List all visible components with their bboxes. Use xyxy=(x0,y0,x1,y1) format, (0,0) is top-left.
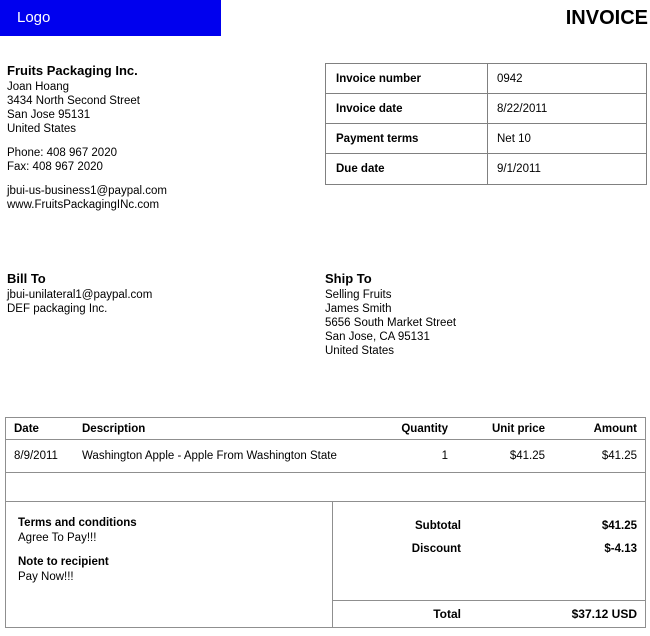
detail-value: 0942 xyxy=(497,72,523,85)
subtotal-label: Subtotal xyxy=(415,519,461,532)
bill-to-heading: Bill To xyxy=(7,271,46,286)
seller-address-line: 3434 North Second Street xyxy=(7,95,140,107)
item-row xyxy=(6,440,645,473)
seller-website: www.FruitsPackagingINc.com xyxy=(7,199,160,211)
item-unit-price: $41.25 xyxy=(509,450,545,462)
item-quantity: 1 xyxy=(441,450,448,462)
detail-label: Payment terms xyxy=(326,124,488,153)
detail-row xyxy=(326,94,646,124)
ship-to-line: United States xyxy=(325,345,395,357)
seller-email: jbui-us-business1@paypal.com xyxy=(7,185,167,197)
seller-company-name: Fruits Packaging Inc. xyxy=(7,63,138,78)
seller-fax: Fax: 408 967 2020 xyxy=(7,161,103,173)
date-column-header: Date xyxy=(14,422,39,435)
ship-to-line: 5656 South Market Street xyxy=(325,317,457,329)
invoice-title: INVOICE xyxy=(565,7,648,29)
bill-to-line: jbui-unilateral1@paypal.com xyxy=(7,289,153,301)
total-row xyxy=(333,600,645,627)
seller-address-line: San Jose 95131 xyxy=(7,109,91,121)
total-value: $37.12 USD xyxy=(571,607,637,621)
detail-value: Net 10 xyxy=(497,132,531,145)
detail-row xyxy=(326,124,646,154)
ship-to-block xyxy=(325,270,456,358)
items-table xyxy=(5,417,646,628)
seller-phone-block xyxy=(7,146,117,174)
seller-contact-block xyxy=(7,184,167,212)
note-heading: Note to recipient xyxy=(18,556,109,568)
detail-row xyxy=(326,64,646,94)
detail-label: Due date xyxy=(326,154,488,184)
amount-column-header: Amount xyxy=(593,422,637,435)
seller-contact-name: Joan Hoang xyxy=(7,81,70,93)
invoice-footer-row xyxy=(6,502,645,627)
seller-address-line: United States xyxy=(7,123,77,135)
discount-label: Discount xyxy=(411,542,461,555)
items-header-row xyxy=(6,418,645,440)
ship-to-line: James Smith xyxy=(325,303,392,315)
note-text: Pay Now!!! xyxy=(18,571,74,583)
ship-to-heading: Ship To xyxy=(325,271,372,286)
totals-spacer xyxy=(333,560,645,600)
item-amount: $41.25 xyxy=(601,450,637,462)
bill-to-line: DEF packaging Inc. xyxy=(7,303,108,315)
terms-cell xyxy=(6,502,333,627)
unit-price-column-header: Unit price xyxy=(491,422,545,435)
ship-to-line: San Jose, CA 95131 xyxy=(325,331,430,343)
quantity-column-header: Quantity xyxy=(401,422,448,435)
total-label: Total xyxy=(433,607,461,621)
detail-row xyxy=(326,154,646,184)
empty-row xyxy=(6,473,645,502)
seller-address-block xyxy=(7,62,140,136)
detail-label: Invoice date xyxy=(326,94,488,123)
logo-label: Logo xyxy=(17,9,51,26)
seller-phone: Phone: 408 967 2020 xyxy=(7,147,117,159)
terms-heading: Terms and conditions xyxy=(18,517,137,529)
terms-text: Agree To Pay!!! xyxy=(18,532,97,544)
bill-to-block xyxy=(7,270,152,316)
invoice-details-table xyxy=(325,63,647,185)
detail-value: 8/22/2011 xyxy=(497,102,548,115)
item-date: 8/9/2011 xyxy=(14,450,58,462)
description-column-header: Description xyxy=(82,422,146,435)
subtotal-value: $41.25 xyxy=(601,519,637,532)
detail-label: Invoice number xyxy=(326,64,488,93)
discount-value: $-4.13 xyxy=(604,542,637,555)
subtotal-row xyxy=(333,514,645,537)
totals-cell xyxy=(333,502,645,627)
ship-to-line: Selling Fruits xyxy=(325,289,392,301)
item-description: Washington Apple - Apple From Washington State xyxy=(82,450,337,462)
discount-row xyxy=(333,537,645,560)
logo-box xyxy=(0,0,221,36)
detail-value: 9/1/2011 xyxy=(497,163,541,175)
